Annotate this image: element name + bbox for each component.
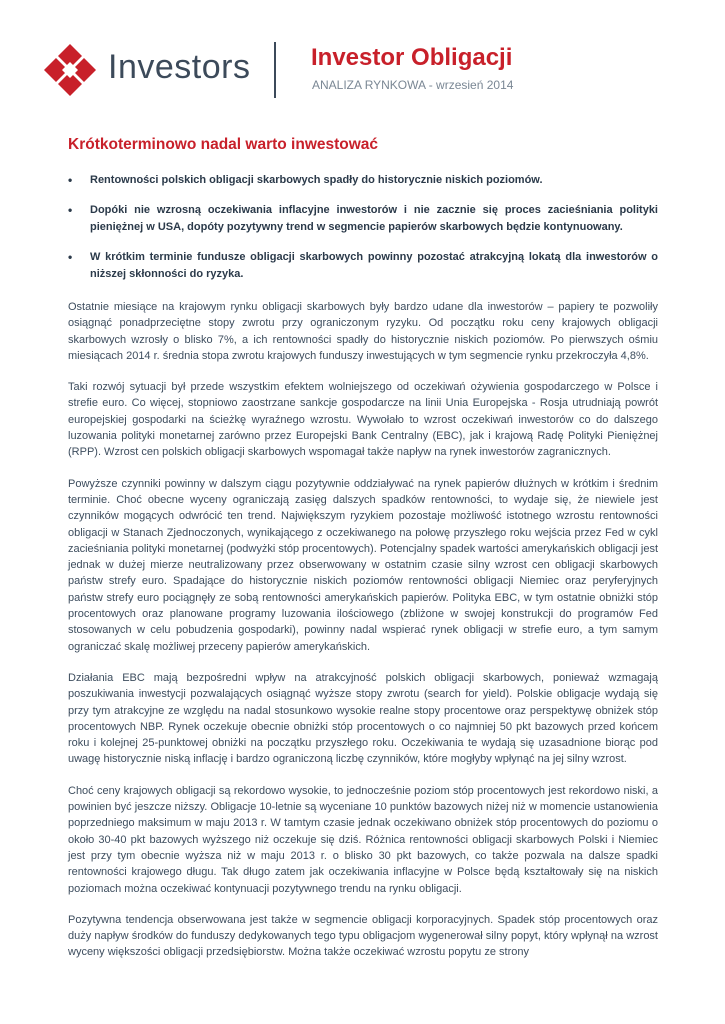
paragraph: Pozytywna tendencja obserwowana jest także w segmencie obligacji korporacyjnych. Spadek stóp procentowych oraz duży napływ środków do funduszy dedykowanych tego typu obligacjom wygenerował silny popyt, który wpłynął na wzrost wyceny większości obligacji przedsiębiorstw. Można także oczekiwać wzrostu popytu ze strony: [68, 913, 658, 959]
article-heading: Krótkoterminowo nadal warto inwestować: [68, 136, 379, 153]
key-point: • Rentowności polskich obligacji skarbowych spadły do historycznie niskich poziomów.: [68, 172, 658, 189]
article-body: [68, 136, 658, 976]
key-point: • Dopóki nie wzrosną oczekiwania inflacyjne inwestorów i nie zacznie się proces zacieśniania polityki pieniężnej w USA, dopóty pozytywny trend w segmencie papierów skarbowych będzie kontynuowany.: [68, 202, 658, 236]
publication-subtitle: ANALIZA RYNKOWA - wrzesień 2014: [312, 78, 514, 92]
paragraph: Taki rozwój sytuacji był przede wszystkim efektem wolniejszego od oczekiwań ożywienia gospodarczego w Polsce i strefie euro. Co więcej, stopniowo zaostrzane sankcje gospodarcze na linii Unia Europejska - Rosja utrudniają powrót europejskiej gospodarki na ścieżkę wyraźnego wzrostu. Wywołało to wzrost oczekiwań inwestorów co do dalszego luzowania polityki monetarnej zarówno przez Europejski Bank Centralny (EBC), jak i krajową Radę Polityki Pieniężnej (RPP). Wzrost cen polskich obligacji skarbowych wspomagał także napływ na rynek inwestorów zagranicznych.: [68, 381, 658, 459]
key-points-list: [68, 172, 658, 283]
paragraph: Powyższe czynniki powinny w dalszym ciągu pozytywnie oddziaływać na rynek papierów dłużnych w krótkim i średnim terminie. Choć obecne wyceny ograniczają zasięg dalszych spadków rentowności, to wydaje się, że niewiele jest czynników mogących odwrócić ten trend. Największym ryzykiem pozostaje możliwość istotnego wzrostu rentowności obligacji w Stanach Zjednoczonych, wynikającego z oczekiwanego na połowę przyszłego roku wejścia przez Fed w cykl zacieśniania polityki monetarnej (podwyżki stóp procentowych). Potencjalny spadek wartości amerykańskich obligacji jest jednak w dużej mierze neutralizowany przez obserwowany w ostatnim czasie silny wzrost cen obligacji skarbowych państw strefy euro. Spadające do historycznie niskich poziomów rentowności obligacji Niemiec oraz peryferyjnych państw strefy euro pociągnęły ze sobą rentowności amerykańskich papierów. Polityka EBC, w tym ostatnie obniżki stóp procentowych oraz planowane programy luzowania ilościowego (zbliżone w swojej konstrukcji do programów Fed stosowanych w celu pobudzenia gospodarki), powinny nadal wspierać rynek obligacji w strefie euro, a tym samym ograniczać skalę możliwej przeceny papierów amerykańskich.: [68, 477, 658, 653]
paragraph: Ostatnie miesiące na krajowym rynku obligacji skarbowych były bardzo udane dla inwestorów – papiery te pozwoliły osiągnąć ponadprzeciętne stopy zwrotu przy ograniczonym ryzyku. Od początku roku ceny krajowych obligacji skarbowych wzrosły o blisko 7%, a ich rentowności spadły do historycznie niskich poziomów. Po pierwszych ośmiu miesiącach 2014 r. średnia stopa zwrotu krajowych funduszy inwestujących w tym segmencie rynku przekroczyła 4,8%.: [68, 301, 658, 362]
paragraph: Działania EBC mają bezpośredni wpływ na atrakcyjność polskich obligacji skarbowych, ponieważ wzmagają poszukiwania inwestycji pozwalających osiągnąć wyższe stopy zwrotu (search for yield). Polskie obligacje wydają się przy tym atrakcyjne ze względu na nadal stosunkowo wysokie realne stopy procentowe oraz perspektywę obniżek stóp procentowych NBP. Rynek oczekuje obecnie obniżki stóp procentowych o co najmniej 50 pkt bazowych przed końcem roku i kolejnej 25-punktowej obniżki na początku przyszłego roku. Oczekiwania te wydają się uzasadnione biorąc pod uwagę historycznie niską inflację i bardzo ograniczoną liczbę czynników, które mogłyby wpłynąć na jej silny wzrost.: [68, 671, 658, 766]
header-divider: [274, 42, 276, 98]
publication-title: Investor Obligacji: [311, 44, 513, 71]
paragraph: Choć ceny krajowych obligacji są rekordowo wysokie, to jednocześnie poziom stóp procentowych jest rekordowo niski, a powinien być jeszcze niższy. Obligacje 10-letnie są wyceniane 10 punktów bazowych niżej niż w momencie ustanowienia poprzedniego maksimum w maju 2013 r. W tamtym czasie jednak oczekiwano obniżek stóp procentowych do poziomu o około 30-40 pkt bazowych wyższego niż oczekuje się dziś. Różnica rentowności obligacji skarbowych Polski i Niemiec jest przy tym obecnie wyższa niż w maju 2013 r. o blisko 30 pkt bazowych, co także pozwala na dalsze spadki rentowności krajowego długu. Tak długo zatem jak oczekiwania inflacyjne w Polsce będą kształtowały się na niskich poziomach można oczekiwać kontynuacji pozytywnego trendu na rynku obligacji.: [68, 784, 658, 895]
key-point: • W krótkim terminie fundusze obligacji skarbowych powinny pozostać atrakcyjną lokatą dla inwestorów o niższej skłonności do ryzyka.: [68, 249, 658, 283]
brand-name: Investors: [108, 48, 251, 86]
investors-logo-icon: [42, 42, 98, 98]
page-header: [0, 0, 725, 110]
